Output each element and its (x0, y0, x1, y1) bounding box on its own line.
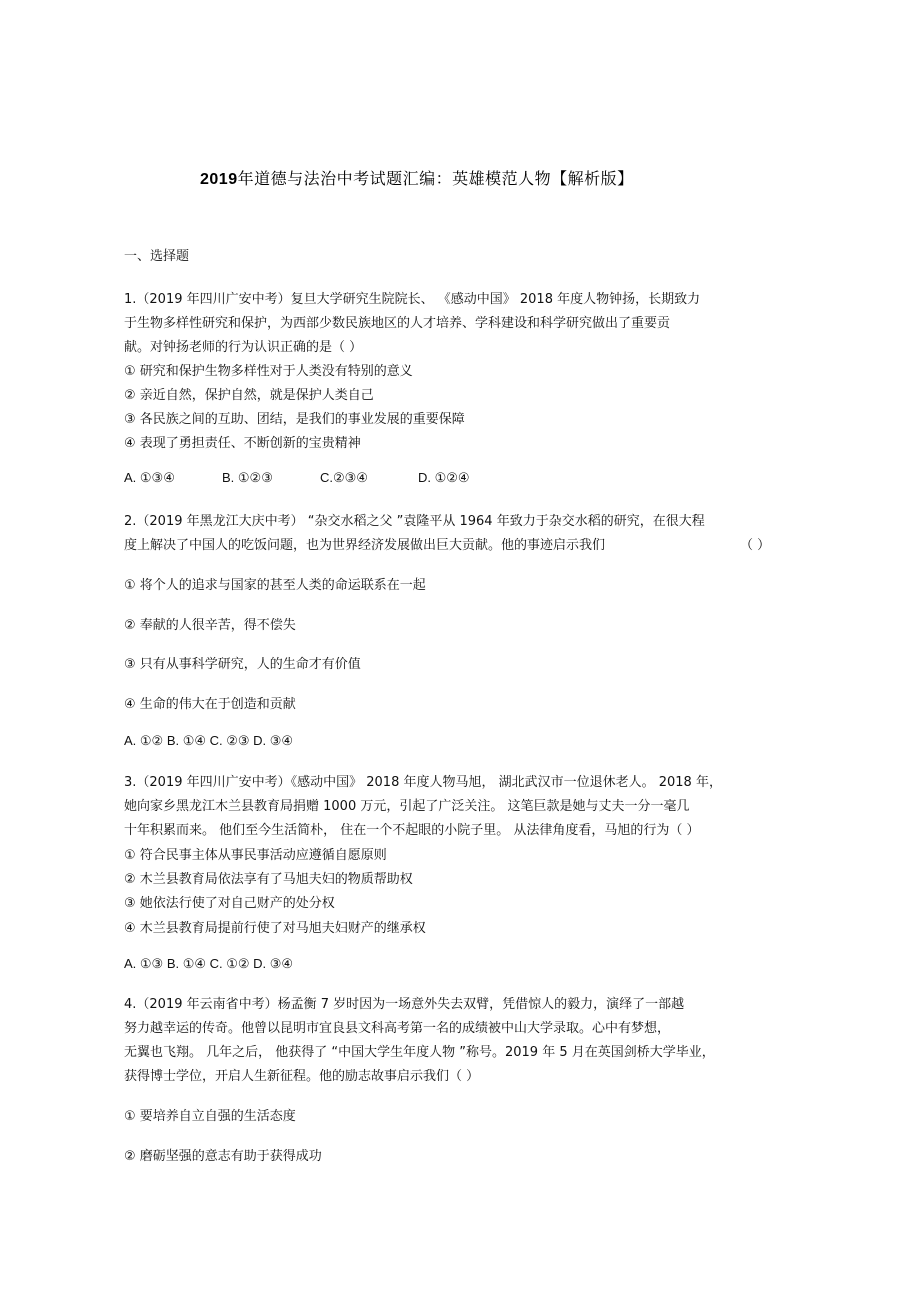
option-item: ① 将个人的追求与国家的甚至人类的命运联系在一起 (124, 578, 426, 593)
question-stem-line: 4.（2019 年云南省中考）杨孟衡 7 岁时因为一场意外失去双臂，凭借惊人的毅力，演绎了一部越 (124, 997, 685, 1012)
question-stem-line: 于生物多样性研究和保护，为西部少数民族地区的人才培养、学科建设和科学研究做出了重要贡 (124, 316, 671, 331)
option-item: ④ 表现了勇担责任、不断创新的宝贵精神 (124, 436, 361, 451)
answer-choices: A. ①② B. ①④ C. ②③ D. ③④ (124, 733, 294, 748)
title-text: 年道德与法治中考试题汇编：英雄模范人物【解析版】 (237, 169, 634, 188)
option-item: ① 符合民事主体从事民事活动应遵循自愿原则 (124, 848, 387, 863)
option-item: ② 亲近自然，保护自然，就是保护人类自己 (124, 388, 374, 403)
question-stem-line: 2.（2019 年黑龙江大庆中考） “杂交水稻之父 ”袁隆平从 1964 年致力于杂交水稻的研究，在很大程 (124, 514, 705, 529)
option-item: ② 磨砺坚强的意志有助于获得成功 (124, 1149, 322, 1164)
option-item: ③ 只有从事科学研究，人的生命才有价值 (124, 657, 361, 672)
answer-choices: A. ①③ B. ①④ C. ①② D. ③④ (124, 956, 294, 971)
question-stem-line: 度上解决了中国人的吃饭问题，也为世界经济发展做出巨大贡献。他的事迹启示我们 (124, 538, 606, 553)
option-item: ② 木兰县教育局依法享有了马旭夫妇的物质帮助权 (124, 872, 413, 887)
option-item: ③ 各民族之间的互助、团结，是我们的事业发展的重要保障 (124, 412, 465, 427)
option-item: ① 研究和保护生物多样性对于人类没有特别的意义 (124, 364, 413, 379)
question-stem-line: 努力越幸运的传奇。他曾以昆明市宜良县文科高考第一名的成绩被中山大学录取。心中有梦想， (124, 1021, 671, 1036)
option-item: ③ 她依法行使了对自己财产的处分权 (124, 896, 335, 911)
answer-a: A. ①③④ (124, 470, 175, 485)
answer-choices (124, 470, 470, 486)
question-stem-line: 她向家乡黑龙江木兰县教育局捐赠 1000 万元，引起了广泛关注。 这笔巨款是她与丈夫一分一毫几 (124, 799, 690, 814)
question-stem-line: 3.（2019 年四川广安中考）《感动中国》 2018 年度人物马旭， 湖北武汉市一位退休老人。 2018 年， (124, 775, 722, 790)
option-item: ④ 生命的伟大在于创造和贡献 (124, 697, 296, 712)
question-stem-line: 十年积累而来。 他们至今生活简朴， 住在一个不起眼的小院子里。 从法律角度看，马旭的行为（ ） (124, 823, 700, 838)
title-year: 2019 (200, 171, 238, 188)
option-item: ④ 木兰县教育局提前行使了对马旭夫妇财产的继承权 (124, 921, 426, 936)
answer-d: D. ①②④ (418, 470, 470, 485)
option-item: ② 奉献的人很辛苦，得不偿失 (124, 618, 296, 633)
question-stem-line: 获得博士学位，开启人生新征程。他的励志故事启示我们（ ） (124, 1069, 480, 1084)
answer-b: B. ①②③ (222, 470, 273, 485)
question-stem-line: 献。对钟扬老师的行为认识正确的是（ ） (124, 340, 363, 355)
answer-paren: （ ） (740, 538, 771, 553)
option-item: ① 要培养自立自强的生活态度 (124, 1109, 296, 1124)
question-stem-line: 无翼也飞翔。 几年之后， 他获得了 “中国大学生年度人物 ”称号。2019 年 5 月在英国剑桥大学毕业， (124, 1045, 715, 1060)
question-stem-line: 1.（2019 年四川广安中考）复旦大学研究生院院长、 《感动中国》 2018 年度人物钟扬，长期致力 (124, 292, 701, 307)
document-title (200, 166, 634, 189)
answer-c: C.②③④ (320, 470, 368, 485)
section-heading: 一、选择题 (124, 249, 190, 264)
